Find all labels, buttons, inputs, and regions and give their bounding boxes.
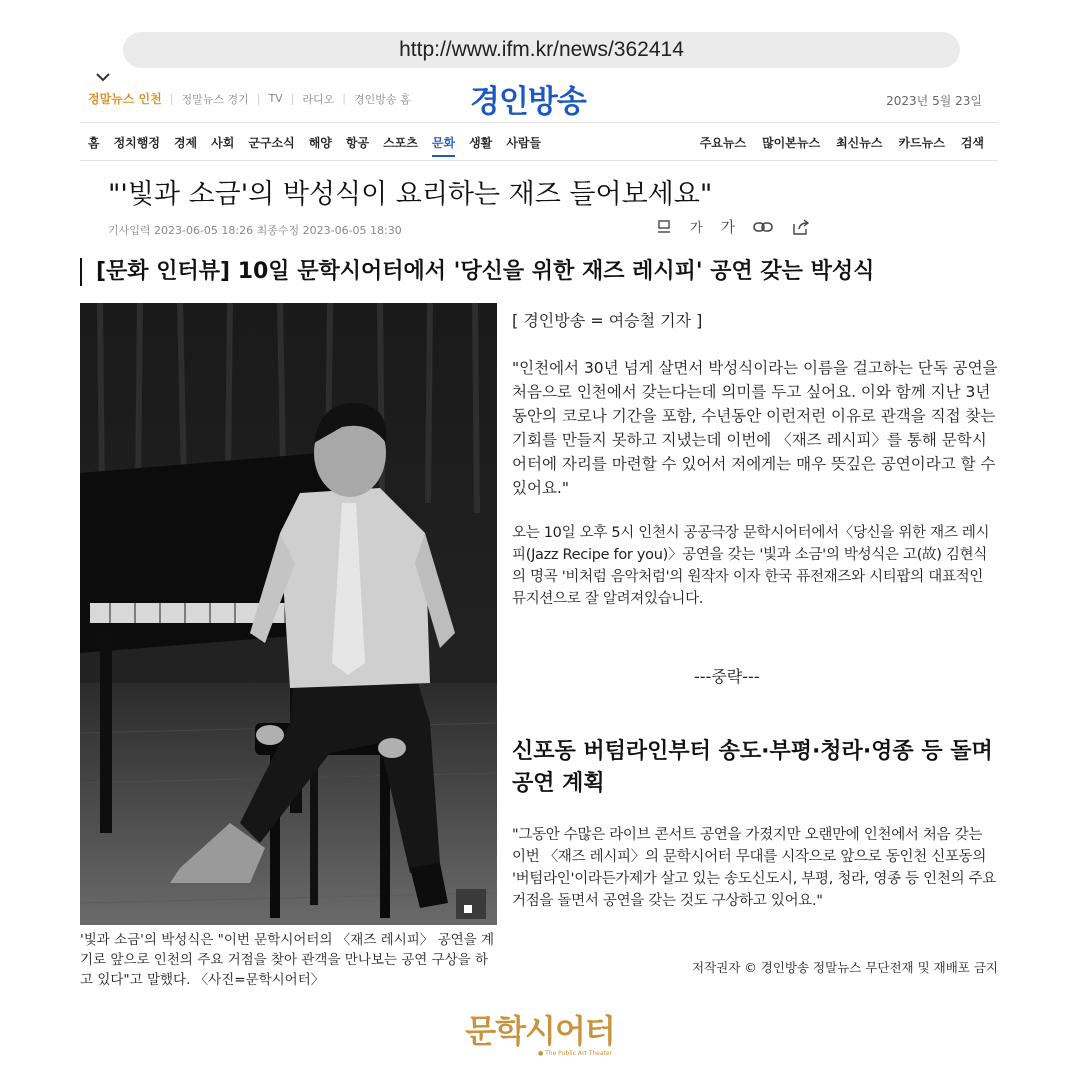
reporter-line: [ 경인방송 = 여승철 기자 ]	[512, 311, 703, 330]
url-bar[interactable]	[123, 32, 960, 68]
article-tools	[656, 216, 811, 237]
menu-item-most-read[interactable]: 많이본뉴스	[762, 136, 821, 150]
menu-item-sports[interactable]: 스포츠	[383, 136, 418, 150]
photo-caption: '빛과 소금'의 박성식은 "이번 문학시어터의 〈재즈 레시피〉 공연을 계기로 앞으로 인천의 주요 거점을 찾아 관객을 만나보는 공연 구상을 하고 있다"고 말했다. 〈사진=문학시어터〉	[80, 932, 495, 988]
site-logo[interactable]: 경인방송	[470, 84, 586, 120]
menu-item-latest[interactable]: 최신뉴스	[836, 136, 883, 150]
menu-right	[700, 134, 984, 151]
top-nav-item[interactable]: 정말뉴스 인천	[88, 92, 162, 106]
share-icon[interactable]	[791, 218, 811, 236]
article-paragraph: "인천에서 30년 넘게 살면서 박성식이라는 이름을 걸고하는 단독 공연을 처음으로 인천에서 갖는다는데 의미를 두고 싶어요. 이와 함께 지난 3년 동안의 코로나 기간을 포함, 수년동안 이런저런 이유로 관객을 직접 찾는 기회를 만들지 못하고 지냈는데 이번에 〈재즈 레시피〉를 통해 문학시어터에 자리를 마련할 수 있어서 저에게는 매우 뜻깊은 공연이라고 할 수 있어요."	[512, 359, 998, 497]
divider	[80, 160, 998, 161]
menu-item-people[interactable]: 사람들	[506, 136, 542, 150]
menu-item-economy[interactable]: 경제	[173, 136, 198, 150]
article-headline: "'빛과 소금'의 박성식이 요리하는 재즈 들어보세요"	[108, 179, 713, 210]
print-icon[interactable]	[656, 219, 672, 235]
divider	[80, 122, 998, 123]
top-nav: 정말뉴스 인천 | 정말뉴스 경기 | TV | 라디오 | 경인방송 홈	[88, 92, 411, 106]
footer-logo	[0, 1006, 1080, 1057]
menu-item-top-news[interactable]: 주요뉴스	[699, 136, 747, 150]
section-heading: 신포동 버텀라인부터 송도·부평·청라·영종 등 돌며 공연 계획	[512, 739, 993, 796]
menu-item-aviation[interactable]: 항공	[345, 136, 370, 150]
menu-item-society[interactable]: 사회	[211, 136, 235, 150]
menu-item-politics[interactable]: 정치행정	[113, 136, 160, 150]
chevron-down-icon[interactable]	[94, 70, 112, 84]
article-paragraph: 오는 10일 오후 5시 인천시 공공극장 문학시어터에서〈당신을 위한 재즈 레시피(Jazz Recipe for you)〉공연을 갖는 '빛과 소금'의 박성식은 고(故) 김현식의 명곡 '비처럼 음악처럼'의 원작자 이자 한국 퓨전재즈와 시티팝의 대표적인 뮤지션으로 잘 알려져있습니다.	[512, 525, 990, 607]
main-menu	[88, 134, 541, 157]
article-body	[512, 308, 1000, 909]
top-nav-item[interactable]: 경인방송 홈	[354, 92, 411, 106]
url-text: http://www.ifm.kr/news/362414	[399, 38, 684, 61]
footer-logo-subtitle: ● The Public Art Theater	[537, 1050, 613, 1057]
top-nav-item[interactable]: TV	[268, 92, 283, 105]
top-nav-item[interactable]: 라디오	[302, 92, 335, 106]
menu-item-district[interactable]: 군구소식	[248, 136, 295, 150]
article-photo[interactable]	[80, 303, 497, 925]
menu-item-card-news[interactable]: 카드뉴스	[898, 136, 945, 150]
omission-marker: ---중략---	[694, 667, 760, 686]
copyright-notice: 저작권자 © 경인방송 정말뉴스 무단전재 및 재배포 금지	[692, 960, 998, 975]
menu-item-culture[interactable]: 문화	[432, 134, 455, 157]
font-increase-button[interactable]: 가	[720, 218, 736, 236]
expand-image-icon[interactable]	[456, 889, 486, 919]
article-paragraph: "그동안 수많은 라이브 콘서트 공연을 가졌지만 오랜만에 인천에서 처음 갖는 이번 〈재즈 레시피〉의 문학시어터 무대를 시작으로 앞으로 동인천 신포동의 '버텀라인'이라든가제가 살고 있는 송도신도시, 부평, 청라, 영종 등 인천의 주요 거점을 돌면서 공연을 갖는 것도 구상하고 있어요."	[512, 827, 996, 909]
font-decrease-button[interactable]: 가	[690, 221, 703, 236]
menu-item-home[interactable]: 홈	[88, 136, 100, 150]
article-subheadline: [문화 인터뷰] 10일 문학시어터에서 '당신을 위한 재즈 레시피' 공연 갖는 박성식	[80, 258, 874, 286]
menu-item-search[interactable]: 검색	[960, 136, 984, 150]
menu-item-marine[interactable]: 해양	[308, 136, 332, 150]
site-date: 2023년 5월 23일	[886, 94, 982, 108]
article-meta: 기사입력 2023-06-05 18:26 최종수정 2023-06-05 18:30	[108, 224, 402, 237]
footer-logo-text: 문학시어터	[465, 1012, 615, 1050]
menu-item-life[interactable]: 생활	[469, 136, 493, 150]
top-nav-item[interactable]: 정말뉴스 경기	[181, 92, 249, 106]
link-icon[interactable]	[753, 220, 773, 234]
